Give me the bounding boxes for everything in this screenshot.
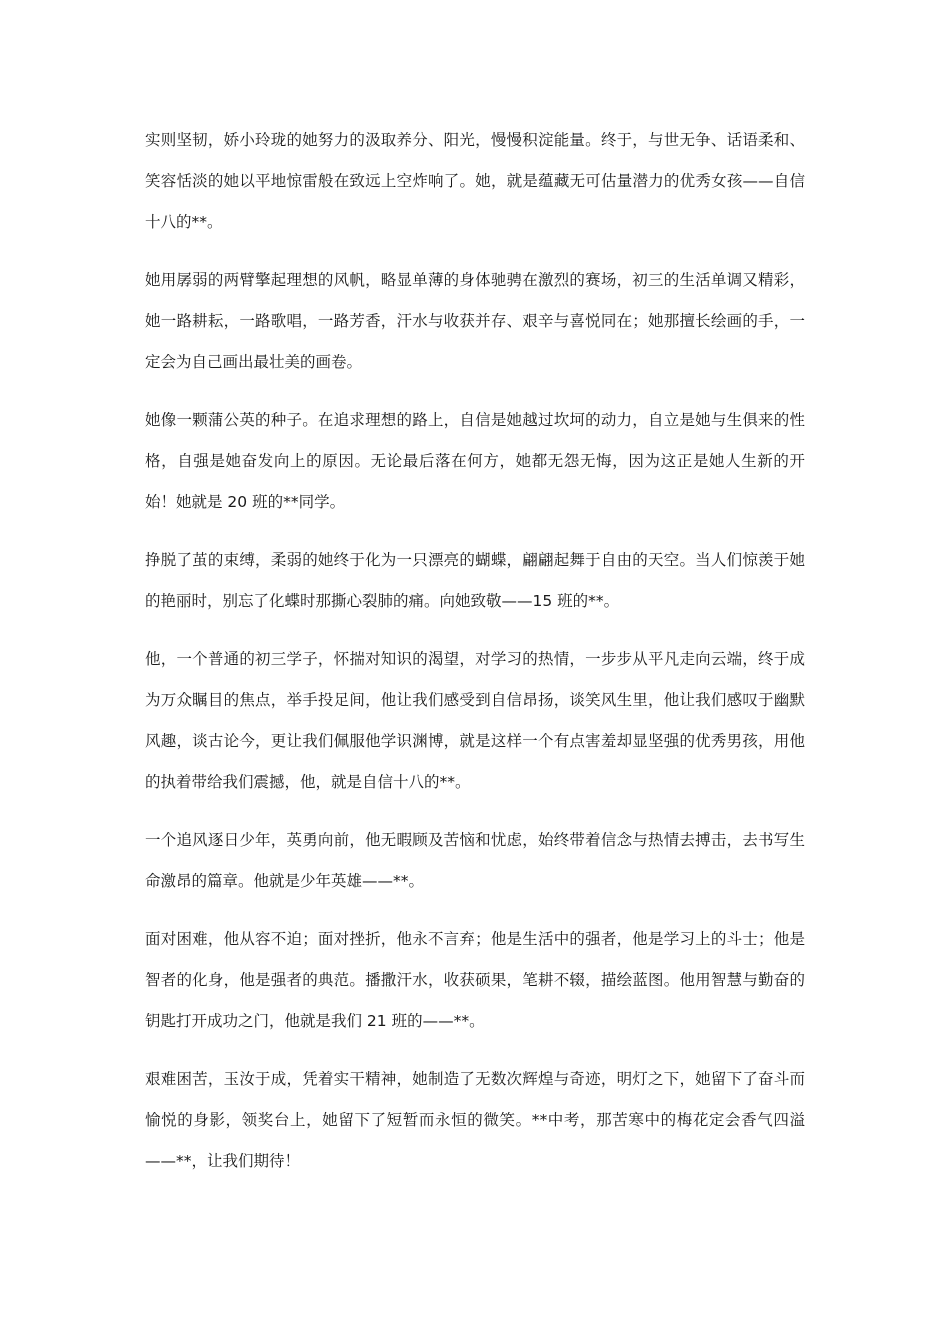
paragraph-6: 一个追风逐日少年，英勇向前，他无暇顾及苦恼和忧虑，始终带着信念与热情去搏击，去书写生命激昂的篇章。他就是少年英雄——**。 bbox=[145, 831, 805, 890]
paragraph-1: 实则坚韧，娇小玲珑的她努力的汲取养分、阳光，慢慢积淀能量。终于，与世无争、话语柔和、笑容恬淡的她以平地惊雷般在致远上空炸响了。她，就是蕴藏无可估量潜力的优秀女孩——自信十八的**。 bbox=[145, 131, 805, 231]
paragraph-4: 挣脱了茧的束缚，柔弱的她终于化为一只漂亮的蝴蝶，翩翩起舞于自由的天空。当人们惊羡于她的艳丽时，别忘了化蝶时那撕心裂肺的痛。向她致敬——15 班的**。 bbox=[145, 551, 805, 610]
document-body bbox=[145, 120, 805, 1199]
paragraph-5: 他，一个普通的初三学子，怀揣对知识的渴望，对学习的热情，一步步从平凡走向云端，终于成为万众瞩目的焦点，举手投足间，他让我们感受到自信昂扬，谈笑风生里，他让我们感叹于幽默风趣，谈古论今，更让我们佩服他学识渊博，就是这样一个有点害羞却显坚强的优秀男孩，用他的执着带给我们震撼，他，就是自信十八的**。 bbox=[145, 650, 805, 791]
paragraph-7: 面对困难，他从容不迫；面对挫折，他永不言弃；他是生活中的强者，他是学习上的斗士；他是智者的化身，他是强者的典范。播撒汗水，收获硕果，笔耕不辍，描绘蓝图。他用智慧与勤奋的钥匙打开成功之门，他就是我们 21 班的——**。 bbox=[145, 930, 805, 1030]
paragraph-2: 她用孱弱的两臂擎起理想的风帆，略显单薄的身体驰骋在激烈的赛场，初三的生活单调又精彩，她一路耕耘，一路歌唱，一路芳香，汗水与收获并存、艰辛与喜悦同在；她那擅长绘画的手，一定会为自己画出最壮美的画卷。 bbox=[145, 271, 805, 371]
paragraph-3: 她像一颗蒲公英的种子。在追求理想的路上，自信是她越过坎坷的动力，自立是她与生俱来的性格，自强是她奋发向上的原因。无论最后落在何方，她都无怨无悔，因为这正是她人生新的开始！她就是 20 班的**同学。 bbox=[145, 411, 805, 511]
paragraph-8: 艰难困苦，玉汝于成，凭着实干精神，她制造了无数次辉煌与奇迹，明灯之下，她留下了奋斗而愉悦的身影，领奖台上，她留下了短暂而永恒的微笑。**中考，那苦寒中的梅花定会香气四溢——**，让我们期待！ bbox=[145, 1070, 805, 1170]
